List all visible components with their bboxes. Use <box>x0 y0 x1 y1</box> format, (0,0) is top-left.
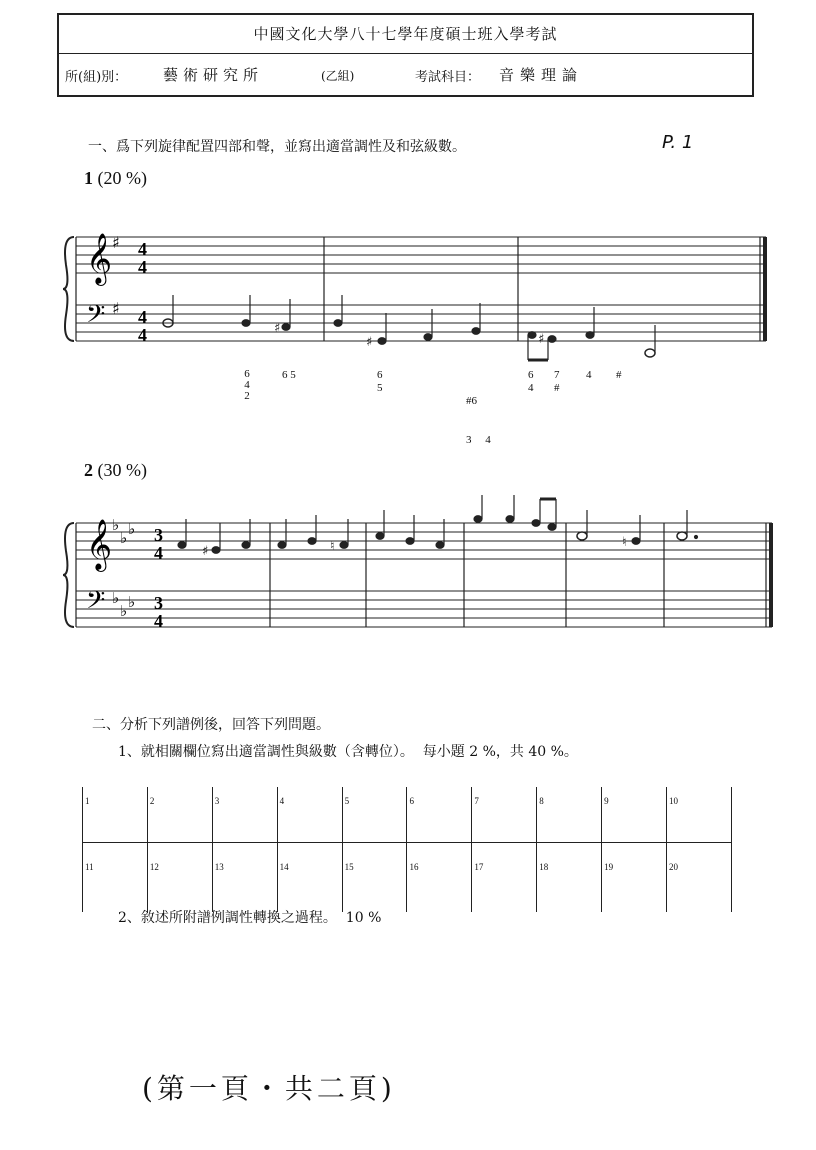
page-mark: P. 1 <box>662 132 694 153</box>
treble-staff <box>76 523 772 559</box>
note-icon <box>424 334 432 341</box>
question-1-instruction: 一、爲下列旋律配置四部和聲，並寫出適當調性及和弦級數。 <box>88 139 466 155</box>
note-icon <box>528 332 536 339</box>
department-label: 所(組)別： <box>65 70 128 85</box>
example-1-score <box>60 215 780 415</box>
table-cell[interactable]: 5 <box>342 787 407 843</box>
table-cell[interactable]: 13 <box>212 843 277 913</box>
example-2-label <box>84 460 147 481</box>
figured-bass: 4 <box>586 369 592 381</box>
treble-clef-icon: 𝄞 <box>86 233 113 284</box>
exam-header <box>57 13 754 97</box>
natural-icon: ♮ <box>622 535 627 550</box>
time-signature-icon: 3 <box>154 593 163 613</box>
analysis-table <box>82 787 732 912</box>
subject-label: 考試科目： <box>415 70 481 85</box>
bass-staff <box>76 591 772 627</box>
table-cell[interactable]: 1 <box>83 787 148 843</box>
brace <box>63 523 74 627</box>
table-cell[interactable]: 16 <box>407 843 472 913</box>
figured-bass: # <box>616 369 622 381</box>
note-icon <box>378 338 386 345</box>
example-1-percent: (20 %) <box>97 168 147 188</box>
treble-clef-icon: 𝄞 <box>86 519 113 570</box>
example-2-score <box>60 495 780 640</box>
bass-staff <box>76 305 766 341</box>
header-divider <box>59 53 752 54</box>
note-icon <box>472 328 480 335</box>
note-icon <box>548 336 556 343</box>
department-value: 藝術研究所 <box>163 66 264 84</box>
table-cell[interactable]: 10 <box>667 787 732 843</box>
table-cell[interactable]: 12 <box>147 843 212 913</box>
table-cell[interactable]: 6 <box>407 787 472 843</box>
figured-bass: #6 3 4 <box>466 395 491 446</box>
question-2-sub2: 2、敘述所附譜例調性轉換之過程。 10 % <box>118 910 382 926</box>
table-cell[interactable]: 2 <box>147 787 212 843</box>
key-signature <box>112 516 135 620</box>
page-footer: (第一頁・共二頁) <box>142 1072 396 1105</box>
table-cell[interactable]: 11 <box>83 843 148 913</box>
flat-icon: ♭ <box>112 589 120 607</box>
question-2-sub1: 1、就相關欄位寫出適當調性與級數（含轉位）。 每小題 2 %，共 40 %。 <box>118 744 578 760</box>
bass-clef-icon: 𝄢 <box>86 586 106 621</box>
table-row <box>83 787 732 843</box>
table-cell[interactable]: 8 <box>537 787 602 843</box>
group-value: (乙組) <box>321 69 355 83</box>
note-icon <box>586 332 594 339</box>
sharp-icon: ♯ <box>112 299 120 318</box>
time-signature-icon: 4 <box>154 543 163 563</box>
time-signature-icon: 3 <box>154 525 163 545</box>
time-signature-icon: 4 <box>138 307 147 327</box>
brace <box>63 237 74 341</box>
table-cell[interactable]: 17 <box>472 843 537 913</box>
flat-icon: ♭ <box>112 516 120 534</box>
figured-bass: 6 4 <box>528 369 534 394</box>
sharp-icon: ♯ <box>538 332 545 347</box>
figured-bass: 6 4 2 <box>244 368 250 402</box>
table-cell[interactable]: 19 <box>602 843 667 913</box>
exam-title: 中國文化大學八十七學年度碩士班入學考試 <box>253 25 558 43</box>
sharp-icon: ♯ <box>366 335 373 350</box>
flat-icon: ♭ <box>120 529 128 547</box>
flat-icon: ♭ <box>128 593 136 611</box>
time-signature-icon: 4 <box>138 325 147 345</box>
bass-clef-icon: 𝄢 <box>86 300 106 335</box>
figured-bass: 7 # <box>554 369 560 394</box>
accidentals <box>274 321 544 350</box>
table-cell[interactable]: 9 <box>602 787 667 843</box>
figured-bass: 6 5 <box>282 369 296 381</box>
example-1-label <box>84 168 147 189</box>
note-icon <box>334 320 342 327</box>
half-note-icon <box>645 349 655 357</box>
table-cell[interactable]: 4 <box>277 787 342 843</box>
table-cell[interactable]: 18 <box>537 843 602 913</box>
sharp-icon: ♯ <box>112 233 120 252</box>
example-1-number: 1 <box>84 168 93 188</box>
question-2-instruction: 二、分析下列譜例後，回答下列問題。 <box>92 717 330 733</box>
note-icon <box>282 324 290 331</box>
time-signature-icon: 4 <box>138 257 147 277</box>
example-2-percent: (30 %) <box>97 460 147 480</box>
time-signature-icon: 4 <box>138 239 147 259</box>
flat-icon: ♭ <box>128 520 136 538</box>
table-row <box>83 843 732 913</box>
treble-staff <box>76 237 766 273</box>
table-cell[interactable]: 15 <box>342 843 407 913</box>
treble-notes <box>178 495 698 553</box>
example-2-number: 2 <box>84 460 93 480</box>
figured-bass: 6 5 <box>377 369 383 394</box>
table-cell[interactable]: 3 <box>212 787 277 843</box>
sharp-icon: ♯ <box>274 321 281 336</box>
subject-value: 音樂理論 <box>499 66 584 84</box>
flat-icon: ♭ <box>120 602 128 620</box>
sharp-icon: ♯ <box>202 544 209 559</box>
note-icon <box>242 320 250 327</box>
table-cell[interactable]: 7 <box>472 787 537 843</box>
table-cell[interactable]: 14 <box>277 843 342 913</box>
natural-icon: ♮ <box>330 539 335 554</box>
time-signature-icon: 4 <box>154 611 163 631</box>
table-cell[interactable]: 20 <box>667 843 732 913</box>
